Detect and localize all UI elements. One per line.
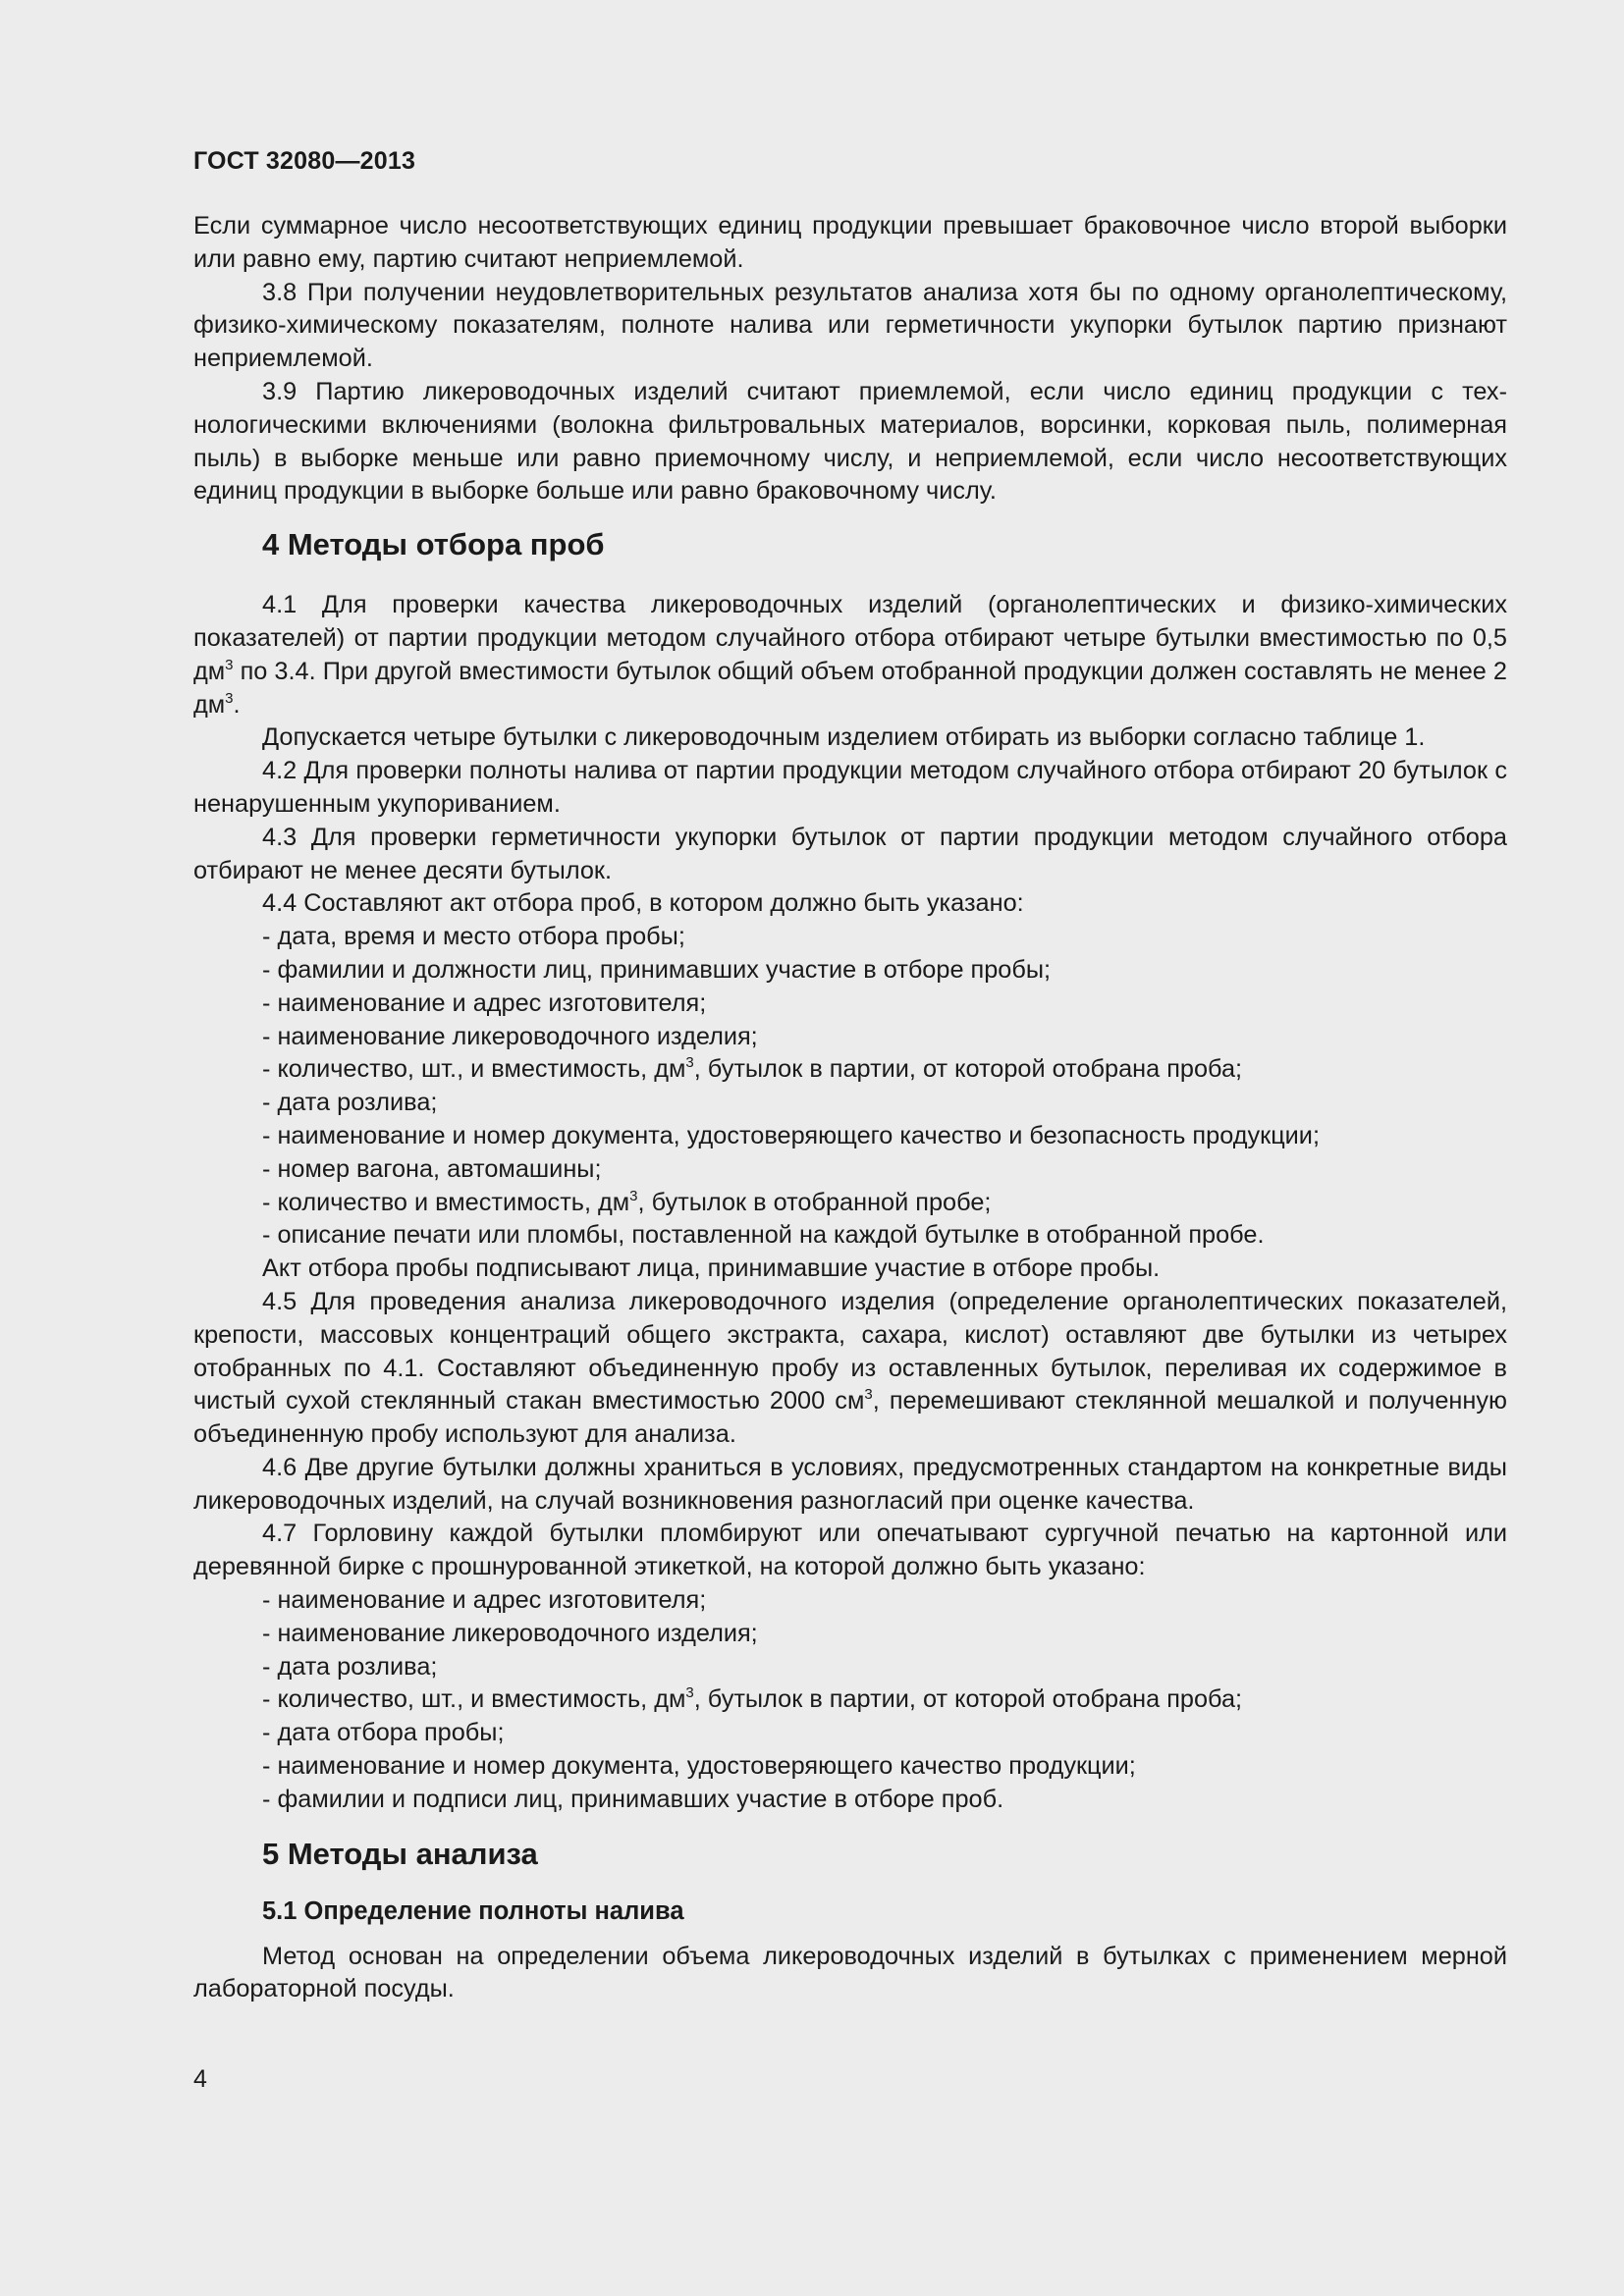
list-item: - дата отбора пробы;: [262, 1719, 505, 1747]
paragraph-3-8: 3.8 При получении неудовлетворительных результатов анализа хотя бы по одному органолептическому, физико-химическому показателям, полноте налива или герметичности укупорки бутылок партию признают неприемлемой.: [193, 278, 1507, 373]
text-span: , бутылок в отобранной пробе;: [637, 1188, 992, 1216]
text-span: , бутылок в партии, от которой отобрана проба;: [693, 1055, 1243, 1084]
list-item: - фамилии и подписи лиц, принимавших участие в отборе проб.: [262, 1785, 1004, 1813]
paragraph: Если суммарное число несоответствующих единиц продукции превышает браковочное число второй выборки или равно ему, партию считают неприемлемой.: [193, 212, 1507, 273]
text-span: 4.5 Для проведения анализа ликероводочного изделия (определение органолептических показателей, крепости, массовых концентраций общего экстракта, сахара, кислот) оставляют две бутылки из четырех отобранных по 4.1. Составляют объединенную пробу из оставленных бутылок, переливая их содержимое в чистый сухой стеклянный стакан вместимостью 2000 см: [193, 1287, 1507, 1415]
paragraph-4-4: 4.4 Составляют акт отбора проб, в котором должно быть указано:: [262, 889, 1024, 918]
superscript: 3: [225, 656, 234, 673]
list-item: - описание печати или пломбы, поставленной на каждой бутылке в отобранной пробе.: [262, 1221, 1265, 1250]
document-header: ГОСТ 32080—2013: [193, 147, 416, 175]
paragraph-4-5: [193, 1286, 1507, 1452]
text-span: 4.1 Для проверки качества ликероводочных изделий (органолептических и физико-химических показателей) от партии продукции методом случайного отбора отбирают четыре бутылки вместимостью по 0,5 дм: [193, 591, 1507, 685]
section-heading-5: 5 Методы анализа: [262, 1836, 538, 1871]
list-item: - наименование и адрес изготовителя;: [262, 1586, 707, 1615]
list-item: - наименование и номер документа, удостоверяющего качество продукции;: [262, 1752, 1136, 1781]
paragraph-5-1: Метод основан на определении объема ликероводочных изделий в бутылках с применением мерной лабораторной посуды.: [193, 1942, 1507, 2003]
list-item: - дата, время и место отбора пробы;: [262, 923, 685, 951]
text-span: , бутылок в партии, от которой отобрана проба;: [693, 1685, 1243, 1714]
page-number: 4: [193, 2065, 207, 2093]
paragraph-3-9: 3.9 Партию ликероводочных изделий считают приемлемой, если число единиц продукции с технологическими включениями (волокна фильтровальных материалов, ворсинки, корковая пыль, полимерная пыль) в выборке меньше или равно приемочному числу, и неприемлемой, если число несоответствующих единиц продукции в выборке больше или равно браковочному числу.: [193, 377, 1507, 506]
list-item: - дата розлива;: [262, 1089, 438, 1117]
list-item: [193, 1683, 1507, 1717]
paragraph-4-7: 4.7 Горловину каждой бутылки пломбируют или опечатывают сургучной печатью на картонной или деревянной бирке с прошнурованной этикеткой, на которой должно быть указано:: [193, 1520, 1507, 1581]
paragraph-4-3: 4.3 Для проверки герметичности укупорки бутылок от партии продукции методом случайного отбора отбирают не менее десяти бутылок.: [193, 823, 1507, 884]
list-item: - фамилии и должности лиц, принимавших участие в отборе пробы;: [262, 955, 1052, 984]
paragraph-4-6: 4.6 Две другие бутылки должны храниться в условиях, предусмотренных стандартом на конкретные виды ликероводочных изделий, на случай возникновения разногласий при оценке качества.: [193, 1453, 1507, 1515]
document-body: [193, 210, 1507, 2006]
paragraph-4-1: [193, 589, 1507, 721]
superscript: 3: [629, 1187, 638, 1204]
text-span: - количество, шт., и вместимость, дм: [262, 1055, 686, 1084]
list-item: - наименование и адрес изготовителя;: [262, 988, 707, 1017]
list-item: [193, 1187, 1507, 1220]
paragraph-act: Акт отбора пробы подписывают лица, принимавшие участие в отборе пробы.: [262, 1255, 1161, 1283]
text-span: - количество и вместимость, дм: [262, 1188, 630, 1216]
superscript: 3: [864, 1386, 873, 1404]
text-span: - количество, шт., и вместимость, дм: [262, 1685, 686, 1714]
list-item: - номер вагона, автомашины;: [262, 1154, 602, 1183]
superscript: 3: [685, 1054, 694, 1072]
text-span: .: [233, 690, 241, 719]
list-item: - дата розлива;: [262, 1652, 438, 1681]
text-span: по 3.4. При другой вместимости бутылок общий объем отобранной продукции должен составлять не менее 2 дм: [193, 657, 1507, 719]
paragraph-4-2: 4.2 Для проверки полноты налива от партии продукции методом случайного отбора отбирают 20 бутылок с ненарушенным укупориванием.: [193, 757, 1507, 818]
superscript: 3: [225, 689, 234, 707]
list-item: [193, 1053, 1507, 1087]
superscript: 3: [685, 1684, 694, 1702]
paragraph-4-1-note: Допускается четыре бутылки с ликероводочным изделием отбирать из выборки согласно таблице 1.: [262, 723, 1426, 752]
list-item: - наименование ликероводочного изделия;: [262, 1022, 758, 1050]
list-item: - наименование ликероводочного изделия;: [262, 1619, 758, 1647]
text-span: , перемешивают стеклянной мешалкой и полученную объединенную пробу используют для анализа.: [193, 1387, 1507, 1449]
section-heading-4: 4 Методы отбора проб: [262, 527, 605, 562]
subsection-heading-5-1: 5.1 Определение полноты налива: [262, 1896, 684, 1925]
list-item: - наименование и номер документа, удостоверяющего качество и безопасность продукции;: [262, 1121, 1320, 1149]
